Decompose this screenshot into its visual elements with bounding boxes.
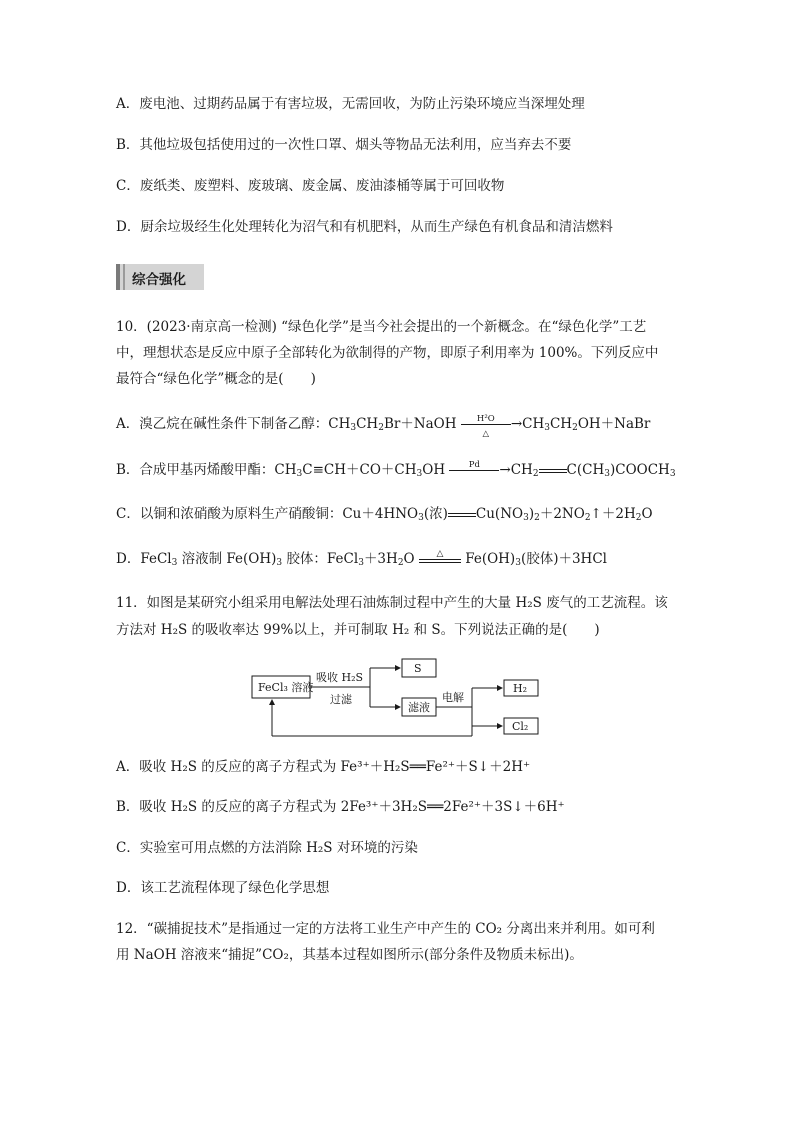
- q10-option-a-label: A．溴乙烷在碱性条件下制备乙醇：: [116, 416, 329, 432]
- q9-option-a: A．废电池、过期药品属于有害垃圾，无需回收，为防止污染环境应当深埋处理: [116, 96, 585, 112]
- fecl3-label: FeCl₃ 溶液: [258, 681, 314, 694]
- filtrate-label: 滤液: [408, 701, 430, 714]
- q11-option-b: B．吸收 H₂S 的反应的离子方程式为 2Fe³⁺＋3H₂S══2Fe²⁺＋3S↓＋6H⁺: [116, 799, 565, 815]
- q9-option-c: C．废纸类、废塑料、废玻璃、废金属、废油漆桶等属于可回收物: [116, 178, 505, 194]
- q10-option-a: A．溴乙烷在碱性条件下制备乙醇：$CH_3CH_2Br+NaOH$ H²O △ $\to CH_3CH_2OH+NaBr$: [116, 413, 651, 439]
- q11-stem-line1: 11．如图是某研究小组采用电解法处理石油炼制过程中产生的大量 H₂S 废气的工艺流程。该: [116, 595, 668, 611]
- q9-option-d: D．厨余垃圾经生化处理转化为沼气和有机肥料，从而生产绿色有机食品和清洁燃料: [116, 219, 613, 235]
- q10-stem-line1: 10．(2023·南京高一检测) “绿色化学”是当今社会提出的一个新概念。在“绿色化学”工艺: [116, 319, 647, 335]
- q11-stem-line2: 方法对 H₂S 的吸收率达 99%以上，并可制取 H₂ 和 S。下列说法正确的是( ): [116, 622, 600, 638]
- section-title: 综合强化: [132, 272, 186, 288]
- q9-option-b: B．其他垃圾包括使用过的一次性口罩、烟头等物品无法利用，应当弃去不要: [116, 137, 572, 153]
- q10-option-d-label: D．: [116, 551, 141, 567]
- q12-stem-line1: 12．“碳捕捉技术”是指通过一定的方法将工业生产中产生的 CO₂ 分离出来并利用。如可利: [116, 921, 655, 937]
- reaction-condition-arrow: Pd: [449, 464, 499, 478]
- filter-label: 过滤: [330, 693, 352, 706]
- q11-option-d: D．该工艺流程体现了绿色化学思想: [116, 880, 330, 896]
- q10-option-b: B．合成甲基丙烯酸甲酯：$CH_3C\equiv CH+CO+CH_3OH$ Pd $\to CH_2$ $C(CH_3)COOCH_3$: [116, 459, 676, 479]
- reaction-condition-arrow: H²O △: [461, 418, 511, 432]
- q12-stem-line2: 用 NaOH 溶液来“捕捉”CO₂，其基本过程如图所示(部分条件及物质未标出)。: [116, 947, 583, 963]
- chlorine-label: Cl₂: [512, 720, 529, 733]
- q10-stem-line2: 中，理想状态是反应中原子全部转化为欲制得的产物，即原子利用率为 100%。下列反应中: [116, 345, 659, 361]
- process-flow-diagram: [250, 656, 550, 740]
- q10-option-c: C．以铜和浓硝酸为原料生产硝酸铜：$Cu+4HNO_3$(浓) $Cu(NO_3)_2+2NO_2↑+2H_2O$: [116, 506, 653, 523]
- hydrogen-label: H₂: [513, 682, 528, 695]
- q10-option-c-label: C．以铜和浓硝酸为原料生产硝酸铜：: [116, 506, 343, 522]
- section-header: [116, 264, 204, 290]
- q10-stem-line3: 最符合“绿色化学”概念的是( ): [116, 371, 316, 387]
- heating-equals-sign: △: [419, 552, 461, 568]
- q11-option-c: C．实验室可用点燃的方法消除 H₂S 对环境的污染: [116, 840, 418, 856]
- electrolysis-label: 电解: [442, 691, 464, 704]
- q10-option-b-label: B．合成甲基丙烯酸甲酯：: [116, 462, 275, 478]
- q10-option-d: D．FeCl$_3$ 溶液制 $Fe(OH)_3$ 胶体：$FeCl_3+3H_2O$ △ $Fe(OH)_3$(胶体)＋3HCl: [116, 548, 607, 568]
- q11-option-a: A．吸收 H₂S 的反应的离子方程式为 Fe³⁺＋H₂S══Fe²⁺＋S↓＋2H⁺: [116, 759, 531, 775]
- absorb-label: 吸收 H₂S: [316, 671, 364, 684]
- sulfur-label: S: [414, 662, 422, 675]
